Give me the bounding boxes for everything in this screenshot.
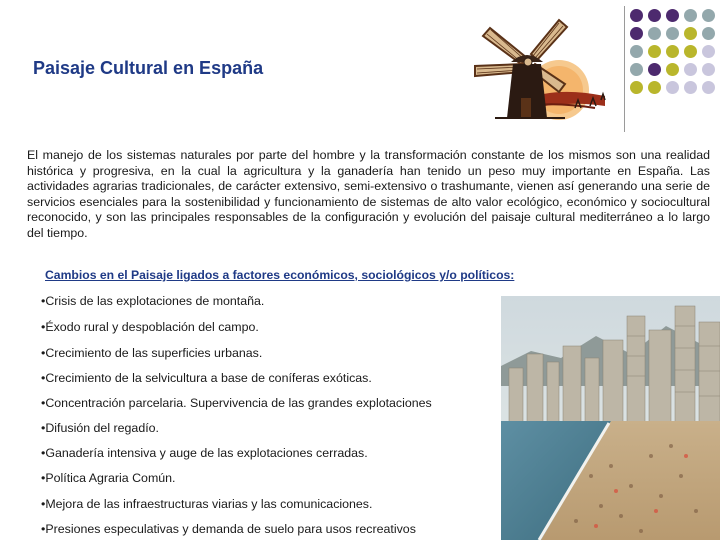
list-item: •Crecimiento de las superficies urbanas. [41, 346, 263, 360]
decorative-dot [702, 9, 715, 22]
decorative-dot [666, 81, 679, 94]
beach-city-photo [501, 296, 720, 540]
decorative-dot [630, 45, 643, 58]
decorative-dot [702, 45, 715, 58]
page-title: Paisaje Cultural en España [33, 58, 264, 78]
decorative-dot [702, 27, 715, 40]
decorative-dot [630, 63, 643, 76]
list-item: •Difusión del regadío. [41, 421, 159, 435]
intro-paragraph: El manejo de los sistemas naturales por parte del hombre y la transformación constante de los mismos son una realidad histórica y progresiva, en la cual la agricultura y la ganadería han tenido un peso muy importante en España. Las actividades agrarias tradicionales, de carácter extensivo, semi-extensivo o trashumante, vienen así generando una serie de servicios esenciales para la sostenibilidad y funcionamiento de sistemas de alto valor ecológico, económico y sociocultural reconocido, y son las principales responsables de la configuración y evolución del paisaje cultural mediterráneo a lo largo del tiempo. [27, 148, 710, 240]
list-item: •Crisis de las explotaciones de montaña. [41, 294, 265, 308]
divider-line [624, 6, 625, 132]
decorative-dot [648, 63, 661, 76]
decorative-dot [666, 27, 679, 40]
decorative-dot [684, 9, 697, 22]
list-item: •Presiones especulativas y demanda de suelo para usos recreativos [41, 522, 416, 536]
decorative-dot [648, 81, 661, 94]
section-subheading: Cambios en el Paisaje ligados a factores económicos, sociológicos y/o políticos: [45, 268, 515, 282]
decorative-dot [666, 45, 679, 58]
list-item: •Ganadería intensiva y auge de las explotaciones cerradas. [41, 446, 368, 460]
decorative-dot [684, 81, 697, 94]
list-item: •Mejora de las infraestructuras viarias y las comunicaciones. [41, 497, 373, 511]
decorative-dot [630, 27, 643, 40]
decorative-dot [648, 45, 661, 58]
decorative-dot [702, 63, 715, 76]
list-item: •Éxodo rural y despoblación del campo. [41, 320, 259, 334]
decorative-dot [684, 45, 697, 58]
decorative-dot [648, 27, 661, 40]
decorative-dot [684, 63, 697, 76]
decorative-dot [666, 63, 679, 76]
decorative-dot [630, 81, 643, 94]
decorative-dot [630, 9, 643, 22]
decorative-dot [648, 9, 661, 22]
list-item: •Política Agraria Común. [41, 471, 176, 485]
list-item: •Concentración parcelaria. Supervivencia de las grandes explotaciones [41, 396, 432, 410]
windmill-illustration [455, 14, 615, 134]
decorative-dot-grid [628, 6, 720, 106]
decorative-dot [684, 27, 697, 40]
decorative-dot [666, 9, 679, 22]
decorative-dot [702, 81, 715, 94]
list-item: •Crecimiento de la selvicultura a base de coníferas exóticas. [41, 371, 372, 385]
